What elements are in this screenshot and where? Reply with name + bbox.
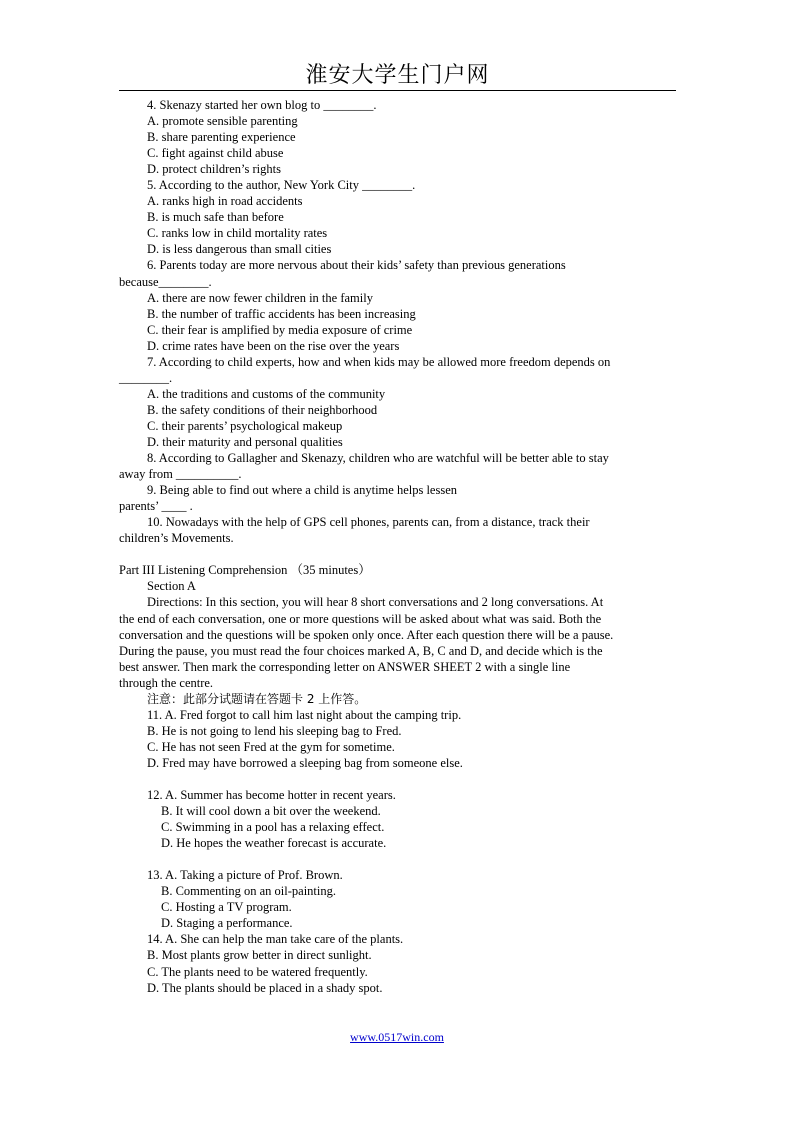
question-6: 6. Parents today are more nervous about their kids’ safety than previous generations bbox=[147, 258, 566, 273]
question-10: 10. Nowadays with the help of GPS cell phones, parents can, from a distance, track their bbox=[147, 515, 590, 530]
q4-option-c: C. fight against child abuse bbox=[147, 146, 284, 161]
q7-option-a: A. the traditions and customs of the community bbox=[147, 386, 386, 401]
part-3-heading: Part III Listening Comprehension （35 minutes） bbox=[119, 563, 371, 578]
q11-option-d: D. Fred may have borrowed a sleeping bag from someone else. bbox=[147, 755, 463, 770]
question-13: 13. A. Taking a picture of Prof. Brown. bbox=[147, 868, 343, 883]
spacer bbox=[119, 546, 679, 562]
q5-option-c: C. ranks low in child mortality rates bbox=[147, 226, 328, 241]
q5-option-d: D. is less dangerous than small cities bbox=[147, 242, 332, 257]
question-8: 8. According to Gallagher and Skenazy, children who are watchful will be better able to stay bbox=[147, 451, 609, 466]
question-6-cont: because________. bbox=[119, 274, 212, 289]
q13-option-d: D. Staging a performance. bbox=[161, 916, 293, 931]
question-11: 11. A. Fred forgot to call him last night about the camping trip. bbox=[147, 707, 462, 722]
q6-option-d: D. crime rates have been on the rise over the years bbox=[147, 338, 400, 353]
q4-option-b: B. share parenting experience bbox=[147, 130, 296, 145]
q5-option-b: B. is much safe than before bbox=[147, 210, 284, 225]
q12-option-d: D. He hopes the weather forecast is accurate. bbox=[161, 836, 387, 851]
q4-option-d: D. protect children’s rights bbox=[147, 162, 281, 177]
q6-option-a: A. there are now fewer children in the family bbox=[147, 290, 373, 305]
q4-option-a: A. promote sensible parenting bbox=[147, 114, 298, 129]
question-4: 4. Skenazy started her own blog to ________. bbox=[147, 98, 377, 112]
q13-option-b: B. Commenting on an oil-painting. bbox=[161, 884, 336, 899]
page-footer bbox=[0, 1030, 794, 1045]
header-divider bbox=[119, 90, 676, 91]
q12-option-b: B. It will cool down a bit over the weekend. bbox=[161, 804, 381, 819]
q14-option-d: D. The plants should be placed in a shady spot. bbox=[147, 980, 383, 995]
directions-line-6: through the centre. bbox=[119, 675, 214, 690]
q14-option-b: B. Most plants grow better in direct sunlight. bbox=[147, 948, 372, 963]
question-12: 12. A. Summer has become hotter in recent years. bbox=[147, 788, 396, 803]
page-header-title: 淮安大学生门户网 bbox=[305, 63, 490, 88]
question-8-cont: away from __________. bbox=[119, 467, 242, 482]
q11-option-b: B. He is not going to lend his sleeping bag to Fred. bbox=[147, 723, 402, 738]
section-a-heading: Section A bbox=[147, 579, 196, 594]
q14-option-c: C. The plants need to be watered frequently. bbox=[147, 964, 368, 979]
q7-option-b: B. the safety conditions of their neighborhood bbox=[147, 402, 378, 417]
directions-line-2: the end of each conversation, one or more questions will be asked about what was said. Both the bbox=[119, 611, 602, 626]
q7-option-c: C. their parents’ psychological makeup bbox=[147, 418, 343, 433]
question-14: 14. A. She can help the man take care of the plants. bbox=[147, 932, 404, 947]
question-9: 9. Being able to find out where a child is anytime helps lessen bbox=[147, 483, 457, 498]
directions-line-5: best answer. Then mark the corresponding letter on ANSWER SHEET 2 with a single line bbox=[119, 659, 571, 674]
q12-option-c: C. Swimming in a pool has a relaxing effect. bbox=[161, 820, 385, 835]
directions-line-4: During the pause, you must read the four choices marked A, B, C and D, and decide which is the bbox=[119, 643, 603, 658]
question-7: 7. According to child experts, how and when kids may be allowed more freedom depends on bbox=[147, 354, 611, 369]
spacer bbox=[119, 771, 679, 787]
q13-option-c: C. Hosting a TV program. bbox=[161, 900, 292, 915]
question-9-cont: parents’ ____ . bbox=[119, 499, 193, 514]
question-7-cont: ________. bbox=[119, 370, 173, 385]
document-body bbox=[119, 97, 679, 996]
answer-note: 注意：此部分试题请在答题卡 2 上作答。 bbox=[147, 691, 367, 706]
question-5: 5. According to the author, New York City ________. bbox=[147, 178, 416, 193]
question-10-cont: children’s Movements. bbox=[119, 531, 234, 546]
q5-option-a: A. ranks high in road accidents bbox=[147, 194, 303, 209]
footer-website-link[interactable]: www.0517win.com bbox=[350, 1030, 444, 1044]
spacer bbox=[119, 851, 679, 867]
q11-option-c: C. He has not seen Fred at the gym for sometime. bbox=[147, 739, 395, 754]
q6-option-c: C. their fear is amplified by media exposure of crime bbox=[147, 322, 413, 337]
q7-option-d: D. their maturity and personal qualities bbox=[147, 434, 343, 449]
q6-option-b: B. the number of traffic accidents has been increasing bbox=[147, 306, 416, 321]
directions-line-3: conversation and the questions will be spoken only once. After each question there will be a pause. bbox=[119, 627, 614, 642]
directions-line-1: Directions: In this section, you will hear 8 short conversations and 2 long conversations. At bbox=[147, 595, 604, 610]
